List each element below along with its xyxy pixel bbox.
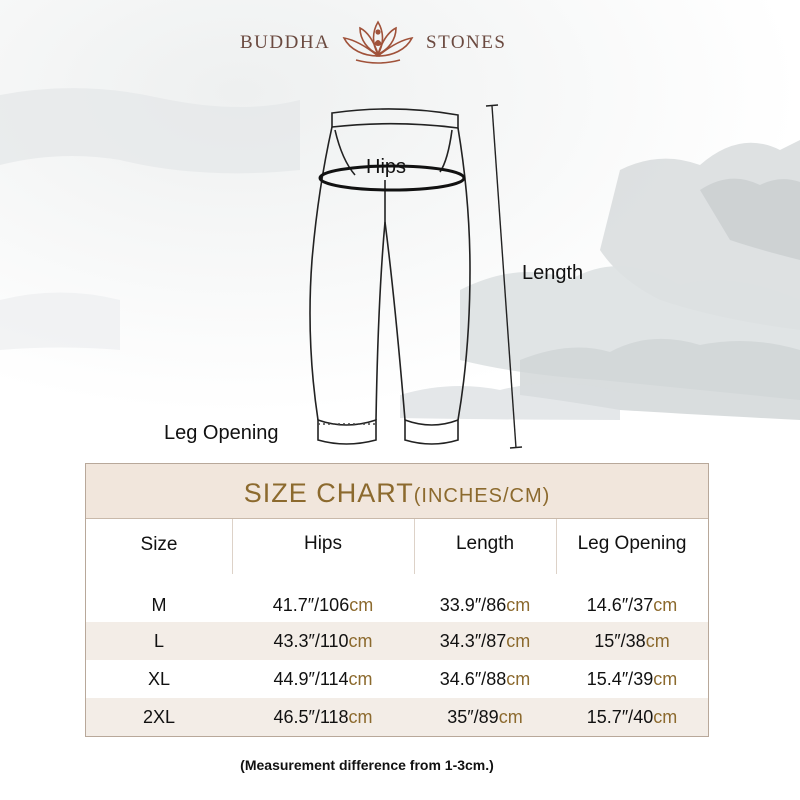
- column-divider: [232, 519, 233, 574]
- cell-hips-value: 46.5″/118: [273, 707, 349, 727]
- length-label: Length: [522, 262, 584, 284]
- table-row: [86, 698, 708, 736]
- cell-unit: cm: [506, 595, 531, 615]
- column-divider: [414, 519, 415, 574]
- cell-leg-opening: [556, 586, 708, 624]
- cell-leg-value: 15.7″/40: [586, 707, 654, 727]
- hips-label: Hips: [366, 156, 407, 178]
- cell-leg-opening: [556, 622, 708, 660]
- cell-size: 2XL: [142, 707, 176, 727]
- leg-opening-label: Leg Opening: [164, 422, 279, 444]
- cell-leg-value: 15.4″/39: [586, 669, 654, 689]
- column-divider: [556, 519, 557, 574]
- cell-leg-opening: [556, 660, 708, 698]
- cell-hips-value: 43.3″/110: [273, 631, 349, 651]
- cell-length: [414, 622, 556, 660]
- header-hips: Hips: [303, 533, 342, 554]
- measurement-note: (Measurement difference from 1-3cm.): [240, 757, 494, 773]
- cell-size: M: [151, 595, 167, 615]
- cell-length: [414, 660, 556, 698]
- cell-unit: cm: [498, 707, 523, 727]
- table-row: [86, 660, 708, 698]
- cell-length-value: 34.6″/88: [439, 669, 507, 689]
- cell-length: [414, 586, 556, 624]
- cell-leg-value: 14.6″/37: [586, 595, 654, 615]
- cell-unit: cm: [348, 669, 373, 689]
- cell-hips: [232, 586, 414, 624]
- cell-length-value: 33.9″/86: [439, 595, 507, 615]
- table-row: [86, 586, 708, 624]
- brand-name-right: STONES: [426, 32, 507, 53]
- cell-length: [414, 698, 556, 736]
- header-length: Length: [455, 533, 515, 554]
- cell-unit: cm: [653, 707, 678, 727]
- cell-length-value: 35″/89: [447, 707, 499, 727]
- size-chart-table: [85, 463, 709, 737]
- cell-unit: cm: [506, 669, 531, 689]
- size-chart-title: [86, 464, 708, 519]
- header-size: Size: [140, 534, 178, 555]
- cell-unit: cm: [349, 595, 374, 615]
- cell-unit: cm: [348, 707, 373, 727]
- cell-unit: cm: [653, 595, 678, 615]
- table-row: [86, 622, 708, 660]
- cell-hips: [232, 660, 414, 698]
- cell-hips: [232, 622, 414, 660]
- length-measure-line: [486, 105, 522, 448]
- size-chart-title-unit: (INCHES/CM): [413, 485, 551, 507]
- cell-length-value: 34.3″/87: [439, 631, 507, 651]
- cell-size: L: [153, 631, 164, 651]
- cell-unit: cm: [506, 631, 531, 651]
- cell-hips: [232, 698, 414, 736]
- cell-size: XL: [147, 669, 171, 689]
- header-leg-opening: Leg Opening: [577, 533, 687, 554]
- table-header-row: [86, 519, 708, 574]
- cell-hips-value: 41.7″/106: [272, 595, 350, 615]
- brand-name-left: BUDDHA: [240, 32, 331, 53]
- cell-unit: cm: [653, 669, 678, 689]
- cell-hips-value: 44.9″/114: [273, 669, 349, 689]
- size-chart-title-text: SIZE CHART: [243, 478, 414, 508]
- cell-leg-value: 15″/38: [594, 631, 646, 651]
- cell-unit: cm: [348, 631, 373, 651]
- cell-unit: cm: [645, 631, 670, 651]
- cell-leg-opening: [556, 698, 708, 736]
